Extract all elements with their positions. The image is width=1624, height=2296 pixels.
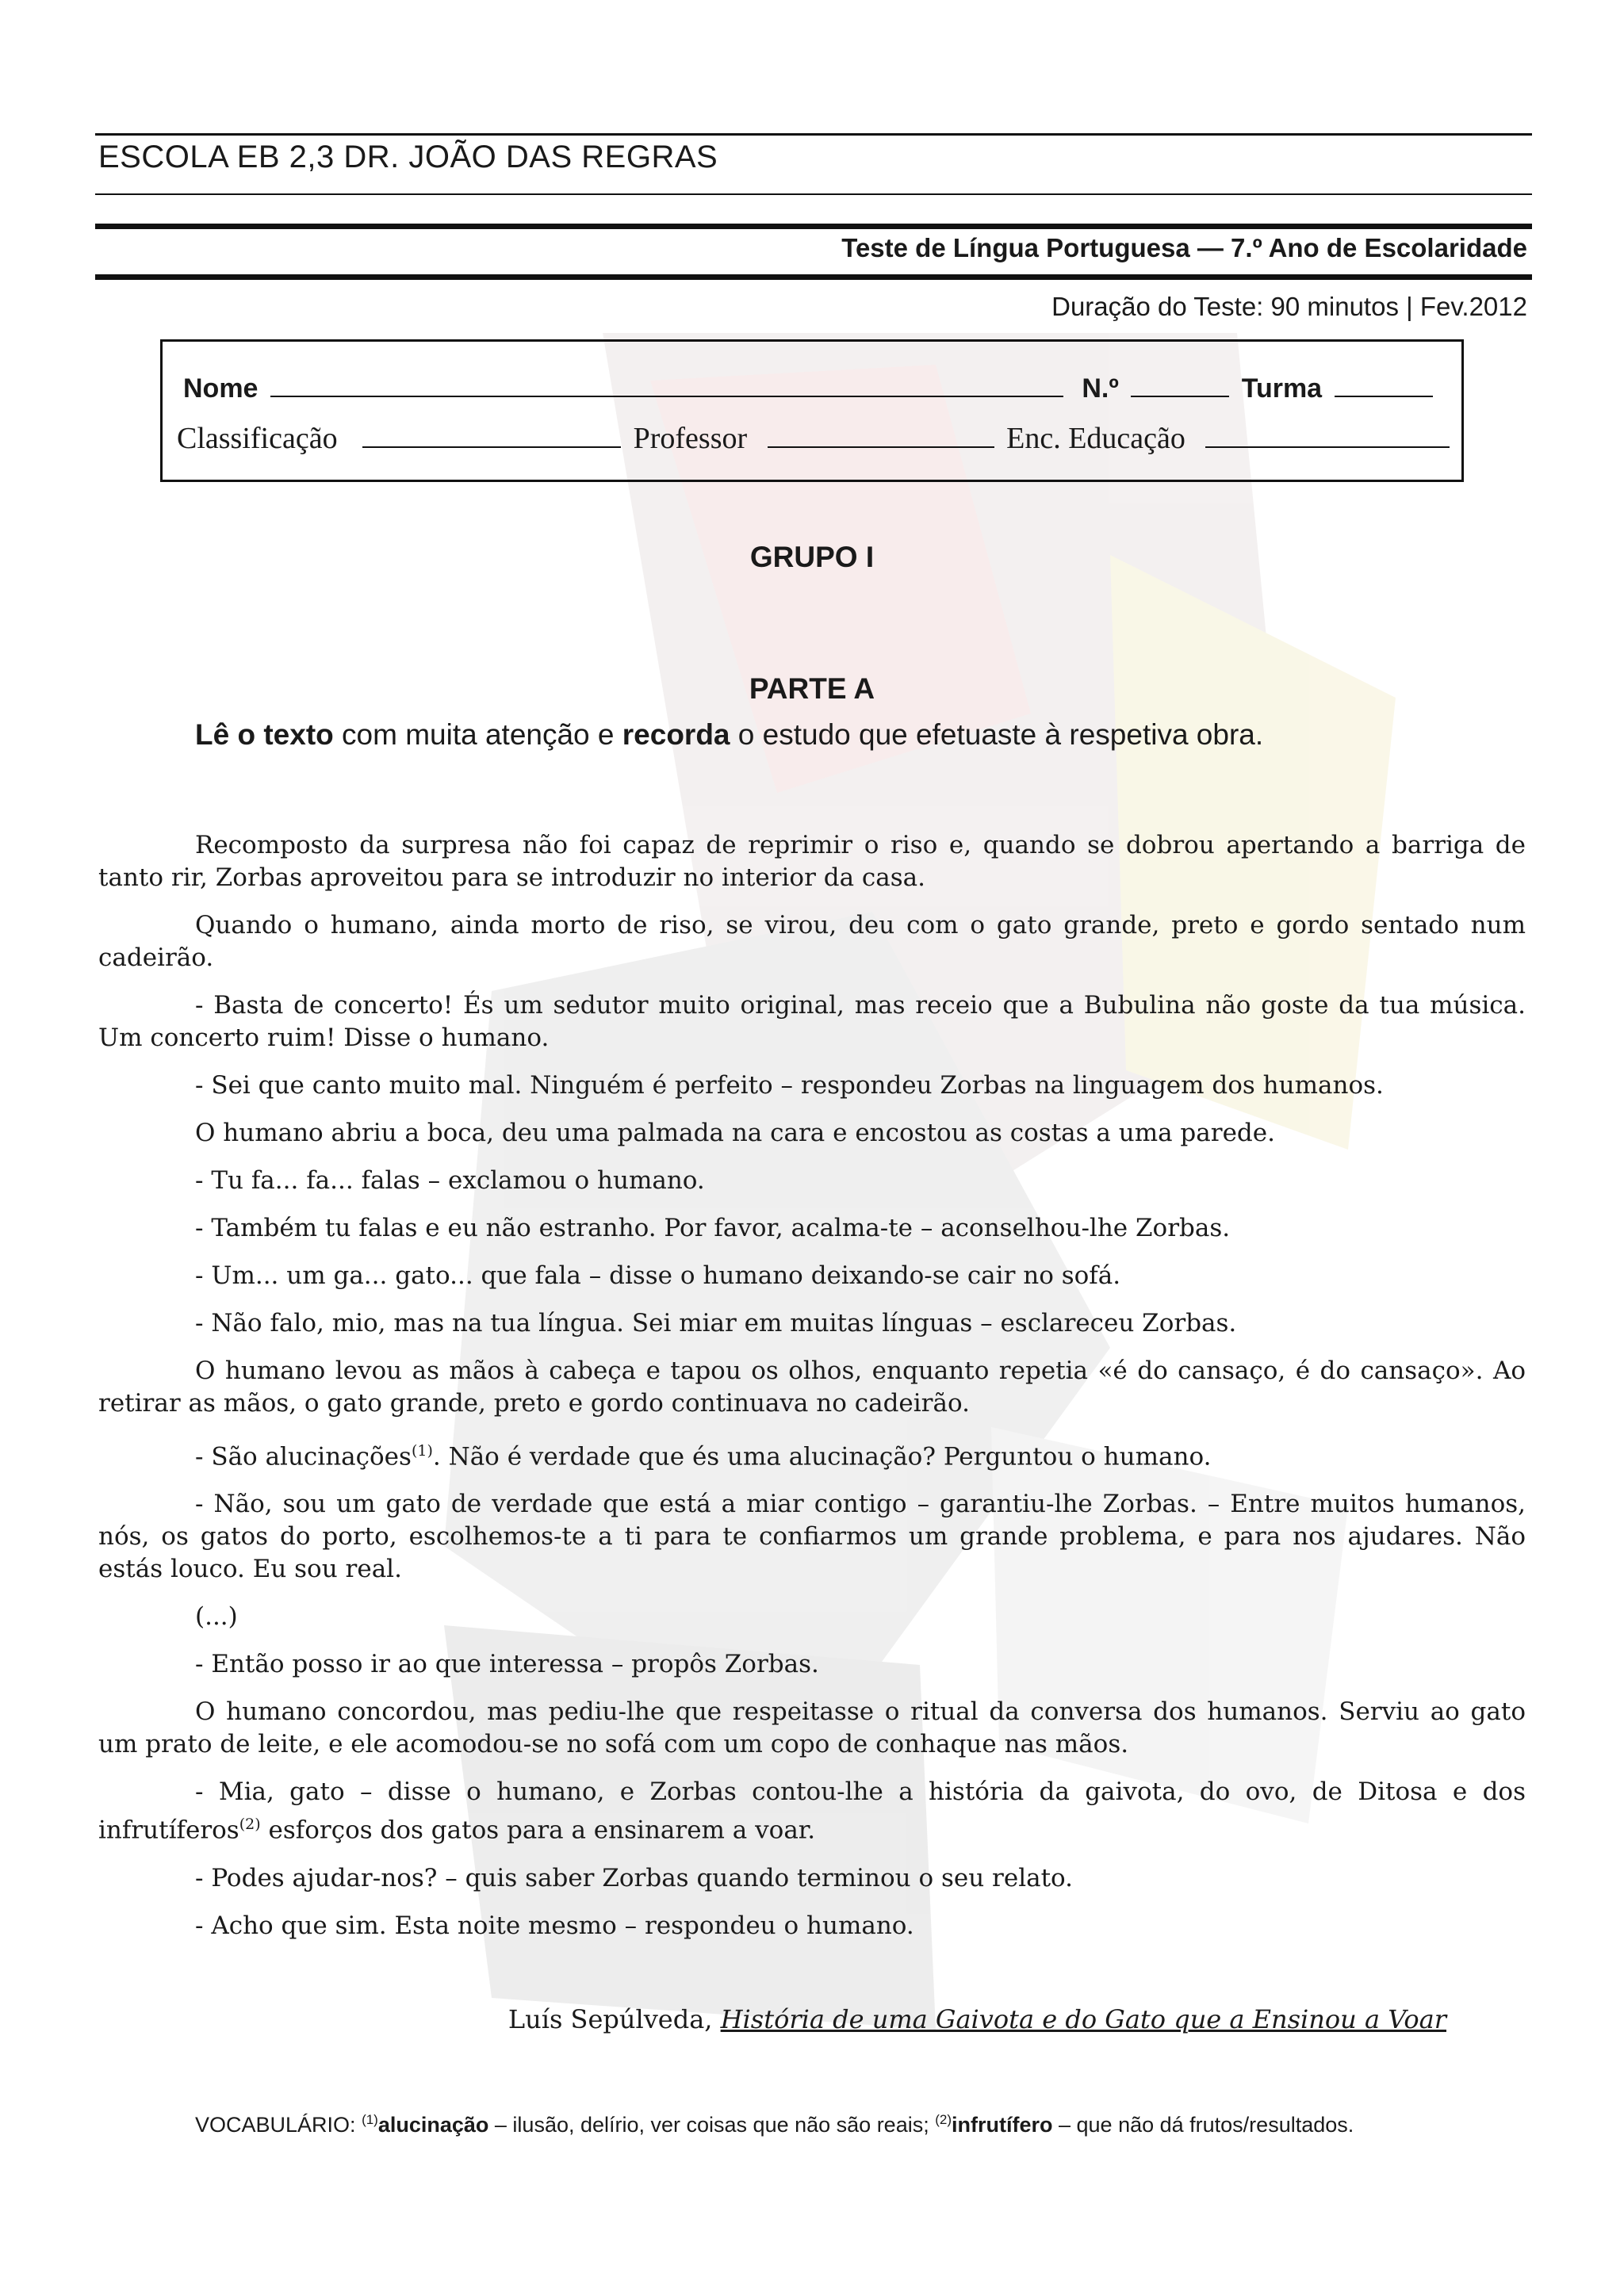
passage-text: - São alucinações <box>195 1442 412 1471</box>
instruction-text-1: com muita atenção e <box>333 718 622 751</box>
passage-paragraph: - Tu fa... fa... falas – exclamou o humano. <box>195 1166 705 1195</box>
passage-paragraph: O humano abriu a boca, deu uma palmada na cara e encostou as costas a uma parede. <box>195 1119 1275 1147</box>
passage-paragraph: - Podes ajudar-nos? – quis saber Zorbas quando terminou o seu relato. <box>195 1863 1074 1892</box>
instruction-bold-read: Lê o texto <box>195 718 334 751</box>
vocabulary-label: VOCABULÁRIO: <box>195 2113 362 2137</box>
student-info-box <box>160 339 1464 482</box>
passage-paragraph: - Também tu falas e eu não estranho. Por favor, acalma-te – aconselhou-lhe Zorbas. <box>195 1214 1231 1242</box>
passage-text: esforços dos gatos para a ensinarem a voar. <box>260 1816 816 1845</box>
school-name: ESCOLA EB 2,3 DR. JOÃO DAS REGRAS <box>98 140 718 174</box>
header-mid-rule <box>95 193 1532 195</box>
part-heading: PARTE A <box>749 672 875 705</box>
passage <box>98 829 1526 1942</box>
number-field[interactable] <box>1131 372 1229 397</box>
passage-paragraph: - Não falo, mio, mas na tua língua. Sei miar em muitas línguas – esclareceu Zorbas. <box>195 1309 1237 1337</box>
test-title: Teste de Língua Portuguesa — 7.º Ano de Escolaridade <box>841 233 1527 262</box>
source-citation <box>508 2004 1446 2034</box>
instruction-bold-recall: recorda <box>622 718 730 751</box>
passage-paragraph <box>98 1776 1526 1846</box>
source-author: Luís Sepúlveda, <box>508 2004 721 2034</box>
passage-paragraph: - Um... um ga... gato... que fala – disse o humano deixando-se cair no sofá. <box>195 1261 1121 1290</box>
passage-paragraph: - Então posso ir ao que interessa – propôs Zorbas. <box>195 1650 819 1679</box>
passage-paragraph: O humano concordou, mas pediu-lhe que respeitasse o ritual da conversa dos humanos. Serviu ao gato um prato de leite, e ele acomodou-se no sofá com um copo de conhaque nas mãos. <box>98 1697 1526 1759</box>
number-label: N.º <box>1082 373 1119 404</box>
passage-paragraph: (...) <box>195 1602 238 1632</box>
title-bottom-rule <box>95 274 1532 280</box>
vocabulary-term-2: infrutífero <box>952 2113 1053 2137</box>
form-row-evaluation <box>177 421 1454 456</box>
name-label: Nome <box>183 373 259 404</box>
footnote-ref-2: (2) <box>239 1816 261 1834</box>
teacher-label: Professor <box>633 422 748 455</box>
guardian-field[interactable] <box>1205 423 1450 448</box>
class-label: Turma <box>1241 373 1323 404</box>
title-top-rule <box>95 224 1532 229</box>
footnote-ref-1: (1) <box>411 1442 433 1460</box>
instruction <box>195 718 1263 752</box>
guardian-label: Enc. Educação <box>1006 422 1185 455</box>
test-duration: Duração do Teste: 90 minutos | Fev.2012 <box>1051 292 1527 321</box>
passage-paragraph: - Basta de concerto! És um sedutor muito original, mas receio que a Bubulina não goste da tua música. Um concerto ruim! Disse o humano. <box>98 991 1526 1052</box>
name-field[interactable] <box>270 372 1063 397</box>
passage-paragraph: O humano levou as mãos à cabeça e tapou os olhos, enquanto repetia «é do cansaço, é do cansaço». Ao retirar as mãos, o gato grande, preto e gordo continuava no cadeirão. <box>98 1357 1526 1418</box>
vocabulary-ref-1: (1) <box>362 2112 378 2127</box>
passage-text: - Mia, gato – disse o humano, e Zorbas contou-lhe a história da gaivota, do ovo, de Ditosa e dos infrutíferos <box>98 1777 1526 1845</box>
vocabulary-def-2: – que não dá frutos/resultados. <box>1052 2113 1354 2137</box>
passage-paragraph <box>98 1435 1526 1473</box>
form-row-identification <box>183 372 1438 404</box>
grade-field[interactable] <box>362 423 621 448</box>
source-title: História de uma Gaivota e do Gato que a Ensinou a Voar <box>720 2004 1446 2034</box>
group-heading: GRUPO I <box>749 541 875 573</box>
vocabulary-ref-2: (2) <box>935 2112 952 2127</box>
class-field[interactable] <box>1335 372 1433 397</box>
header-top-rule <box>95 133 1532 136</box>
vocabulary-term-1: alucinação <box>377 2113 489 2137</box>
passage-paragraph: - Não, sou um gato de verdade que está a miar contigo – garantiu-lhe Zorbas. – Entre muitos humanos, nós, os gatos do porto, escolhemos-te a ti para te confiarmos um grande problema, e para nos ajudares. Não estás louco. Eu sou real. <box>98 1490 1526 1584</box>
passage-text: . Não é verdade que és uma alucinação? Perguntou o humano. <box>432 1442 1212 1471</box>
grade-label: Classificação <box>177 422 338 455</box>
passage-paragraph: - Sei que canto muito mal. Ninguém é perfeito – respondeu Zorbas na linguagem dos humanos. <box>195 1071 1384 1100</box>
vocabulary-def-1: – ilusão, delírio, ver coisas que não são reais; <box>488 2113 936 2137</box>
vocabulary-note <box>195 2112 1354 2137</box>
passage-paragraph: - Acho que sim. Esta noite mesmo – respondeu o humano. <box>195 1911 914 1940</box>
passage-paragraph: Quando o humano, ainda morto de riso, se virou, deu com o gato grande, preto e gordo sentado num cadeirão. <box>98 911 1526 972</box>
instruction-text-2: o estudo que efetuaste à respetiva obra. <box>730 718 1264 751</box>
passage-paragraph: Recomposto da surpresa não foi capaz de reprimir o riso e, quando se dobrou apertando a barriga de tanto rir, Zorbas aproveitou para se introduzir no interior da casa. <box>98 831 1526 892</box>
teacher-field[interactable] <box>768 423 994 448</box>
